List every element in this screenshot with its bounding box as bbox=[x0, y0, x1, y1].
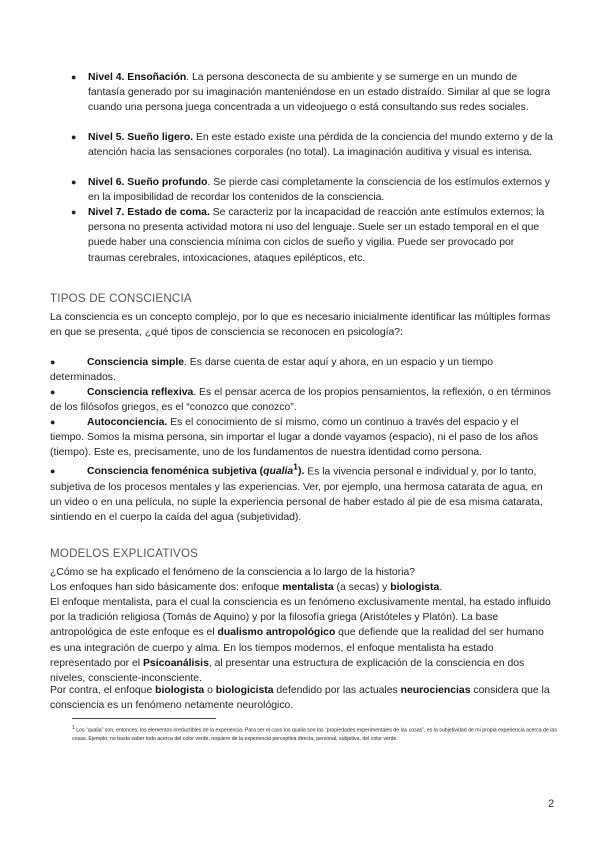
level-5-item bbox=[71, 130, 554, 160]
modelos-mentalista: El enfoque mentalista, para el cual la consciencia es un fenómeno exclusivamente mental, ha estado influido por la tradición religiosa (Tomás de Aquino) y por la filosofía griega (Aristóteles y Platón). La base antropológica de este enfoque es el dualismo antropológico que defiende que la realidad del ser humano es una integración de cuerpo y alma. En los tiempos modernos, el enfoque mentalista ha estado representado por el Psicoanálisis, al presentar una estructura de explicación de la consciencia en dos niveles, consciente-inconsciente. bbox=[50, 597, 551, 685]
level-text: En este estado existe una pérdida de la conciencia del mundo externo y de la atención hacia las sensaciones corporales (no total). La imaginación auditiva y visual es intensa. bbox=[88, 132, 553, 159]
tipo-item-fenomenica bbox=[50, 460, 555, 525]
footnote-divider bbox=[72, 718, 216, 719]
level-label: Nivel 5. Sueño ligero. bbox=[88, 132, 194, 143]
level-label: Nivel 4. Ensoñación bbox=[88, 72, 187, 83]
modelos-enfoques: Los enfoques han sido básicamente dos: enfoque mentalista (a secas) y biologista. bbox=[50, 582, 443, 593]
tipo-item-autoconciencia bbox=[50, 415, 555, 461]
footnote-number: 1 bbox=[72, 725, 75, 731]
section-heading-tipos: TIPOS DE CONSCIENCIA bbox=[50, 292, 192, 305]
level-7-item bbox=[71, 205, 554, 266]
level-text: . La persona desconecta de su ambiente y se sumerge en un mundo de fantasía generado por su imaginación manteniéndose en un estado distraído. Similar al que se logra cuando una persona juega concentrada a un videojuego o está consultando sus redes sociales. bbox=[88, 72, 551, 114]
bullet-icon: ● bbox=[50, 466, 56, 477]
modelos-question: ¿Cómo se ha explicado el fenómeno de la consciencia a lo largo de la historia? bbox=[50, 567, 416, 578]
bullet-icon: ● bbox=[71, 177, 77, 187]
footnote-ref: 1 bbox=[293, 462, 298, 472]
tipo-label: Consciencia reflexiva bbox=[87, 387, 194, 398]
bullet-icon: ● bbox=[71, 132, 77, 142]
tipo-label: Autoconciencia. bbox=[87, 417, 168, 428]
tipos-intro: La consciencia es un concepto complejo, por lo que es necesario inicialmente identificar las múltiples formas en que se presenta, ¿qué tipos de consciencia se reconocen en psicología?: bbox=[50, 312, 551, 339]
bullet-icon: ● bbox=[71, 207, 77, 217]
bullet-icon: ● bbox=[71, 72, 77, 82]
level-label: Nivel 6. Sueño profundo bbox=[88, 177, 208, 188]
level-label: Nivel 7. Estado de coma. bbox=[88, 207, 210, 218]
page-number: 2 bbox=[548, 798, 555, 810]
tipo-label: Consciencia simple bbox=[87, 357, 185, 368]
footnote bbox=[72, 724, 560, 744]
level-6-item bbox=[71, 175, 554, 205]
tipo-label: Consciencia fenoménica subjetiva (qualia$^1$). bbox=[87, 462, 305, 478]
tipo-text: . Es darse cuenta de estar aquí y ahora, en un espacio y un tiempo determinados. bbox=[50, 357, 494, 384]
tipo-text: Es la vivencia personal e individual y, por lo tanto, subjetiva de los procesos mentales y las experiencias. Ver, por ejemplo, una hermosa catarata de agua, en un video o en una película, no suple la experiencia personal de haber estado al pie de esa misma catarata, sintiendo en el cuerpo la caída del agua (subjetividad). bbox=[50, 466, 543, 524]
bullet-icon: ● bbox=[50, 387, 56, 397]
tipo-item-reflexiva bbox=[50, 385, 555, 415]
level-text: Se caracteriz por la incapacidad de reacción ante estímulos externos; la persona no presenta actividad motora ni uso del lenguaje. Suele ser un estado temporal en el que puede haber una consciencia mínima con ciclos de sueño y vigilia. Puede ser provocado por traumas cerebrales, intoxicaciones, ataques epilépticos, etc. bbox=[88, 207, 545, 264]
level-4-item bbox=[71, 70, 554, 116]
bullet-icon: ● bbox=[50, 417, 56, 427]
footnote-text: Los “qualia” son, entonces, los elementos irreductibles de la experiencia. Para ser el caso los qualia son las “propiedades experimentales de las cosas”, es la subjetividad de mi propia experiencia acerca de las cosas. Ejemplo, no basta saber todo acerca del color verde, requiero de la experiencia perceptiva directa, personal, subjetiva, del color verde. bbox=[72, 727, 557, 743]
level-text: . Se pierde casi completamente la consciencia de los estímulos externos y en la imposibilidad de recordar los contenidos de la consciencia. bbox=[88, 177, 550, 204]
modelos-biologista: Por contra, el enfoque biologista o biologicista defendido por las actuales neurociencias considera que la consciencia es un fenómeno netamente neurológico. bbox=[50, 685, 550, 712]
tipo-item-simple bbox=[50, 355, 555, 385]
tipo-text: Es el conocimiento de sí mismo, como un continuo a través del espacio y el tiempo. Somos la misma persona, sin importar el lugar a donde vayamos (espacio), ni el paso de los años (tiempo). Este es, precisamente, uno de los fundamentos de nuestra identidad como persona. bbox=[50, 417, 539, 459]
qualia-term: qualia bbox=[263, 466, 294, 478]
bullet-icon: ● bbox=[50, 357, 56, 367]
tipo-text: . Es el pensar acerca de los propios pensamientos, la reflexión, o en términos de los filósofos griegos, es el “conozco que conozco”. bbox=[50, 387, 551, 414]
section-heading-modelos: MODELOS EXPLICATIVOS bbox=[50, 547, 199, 560]
